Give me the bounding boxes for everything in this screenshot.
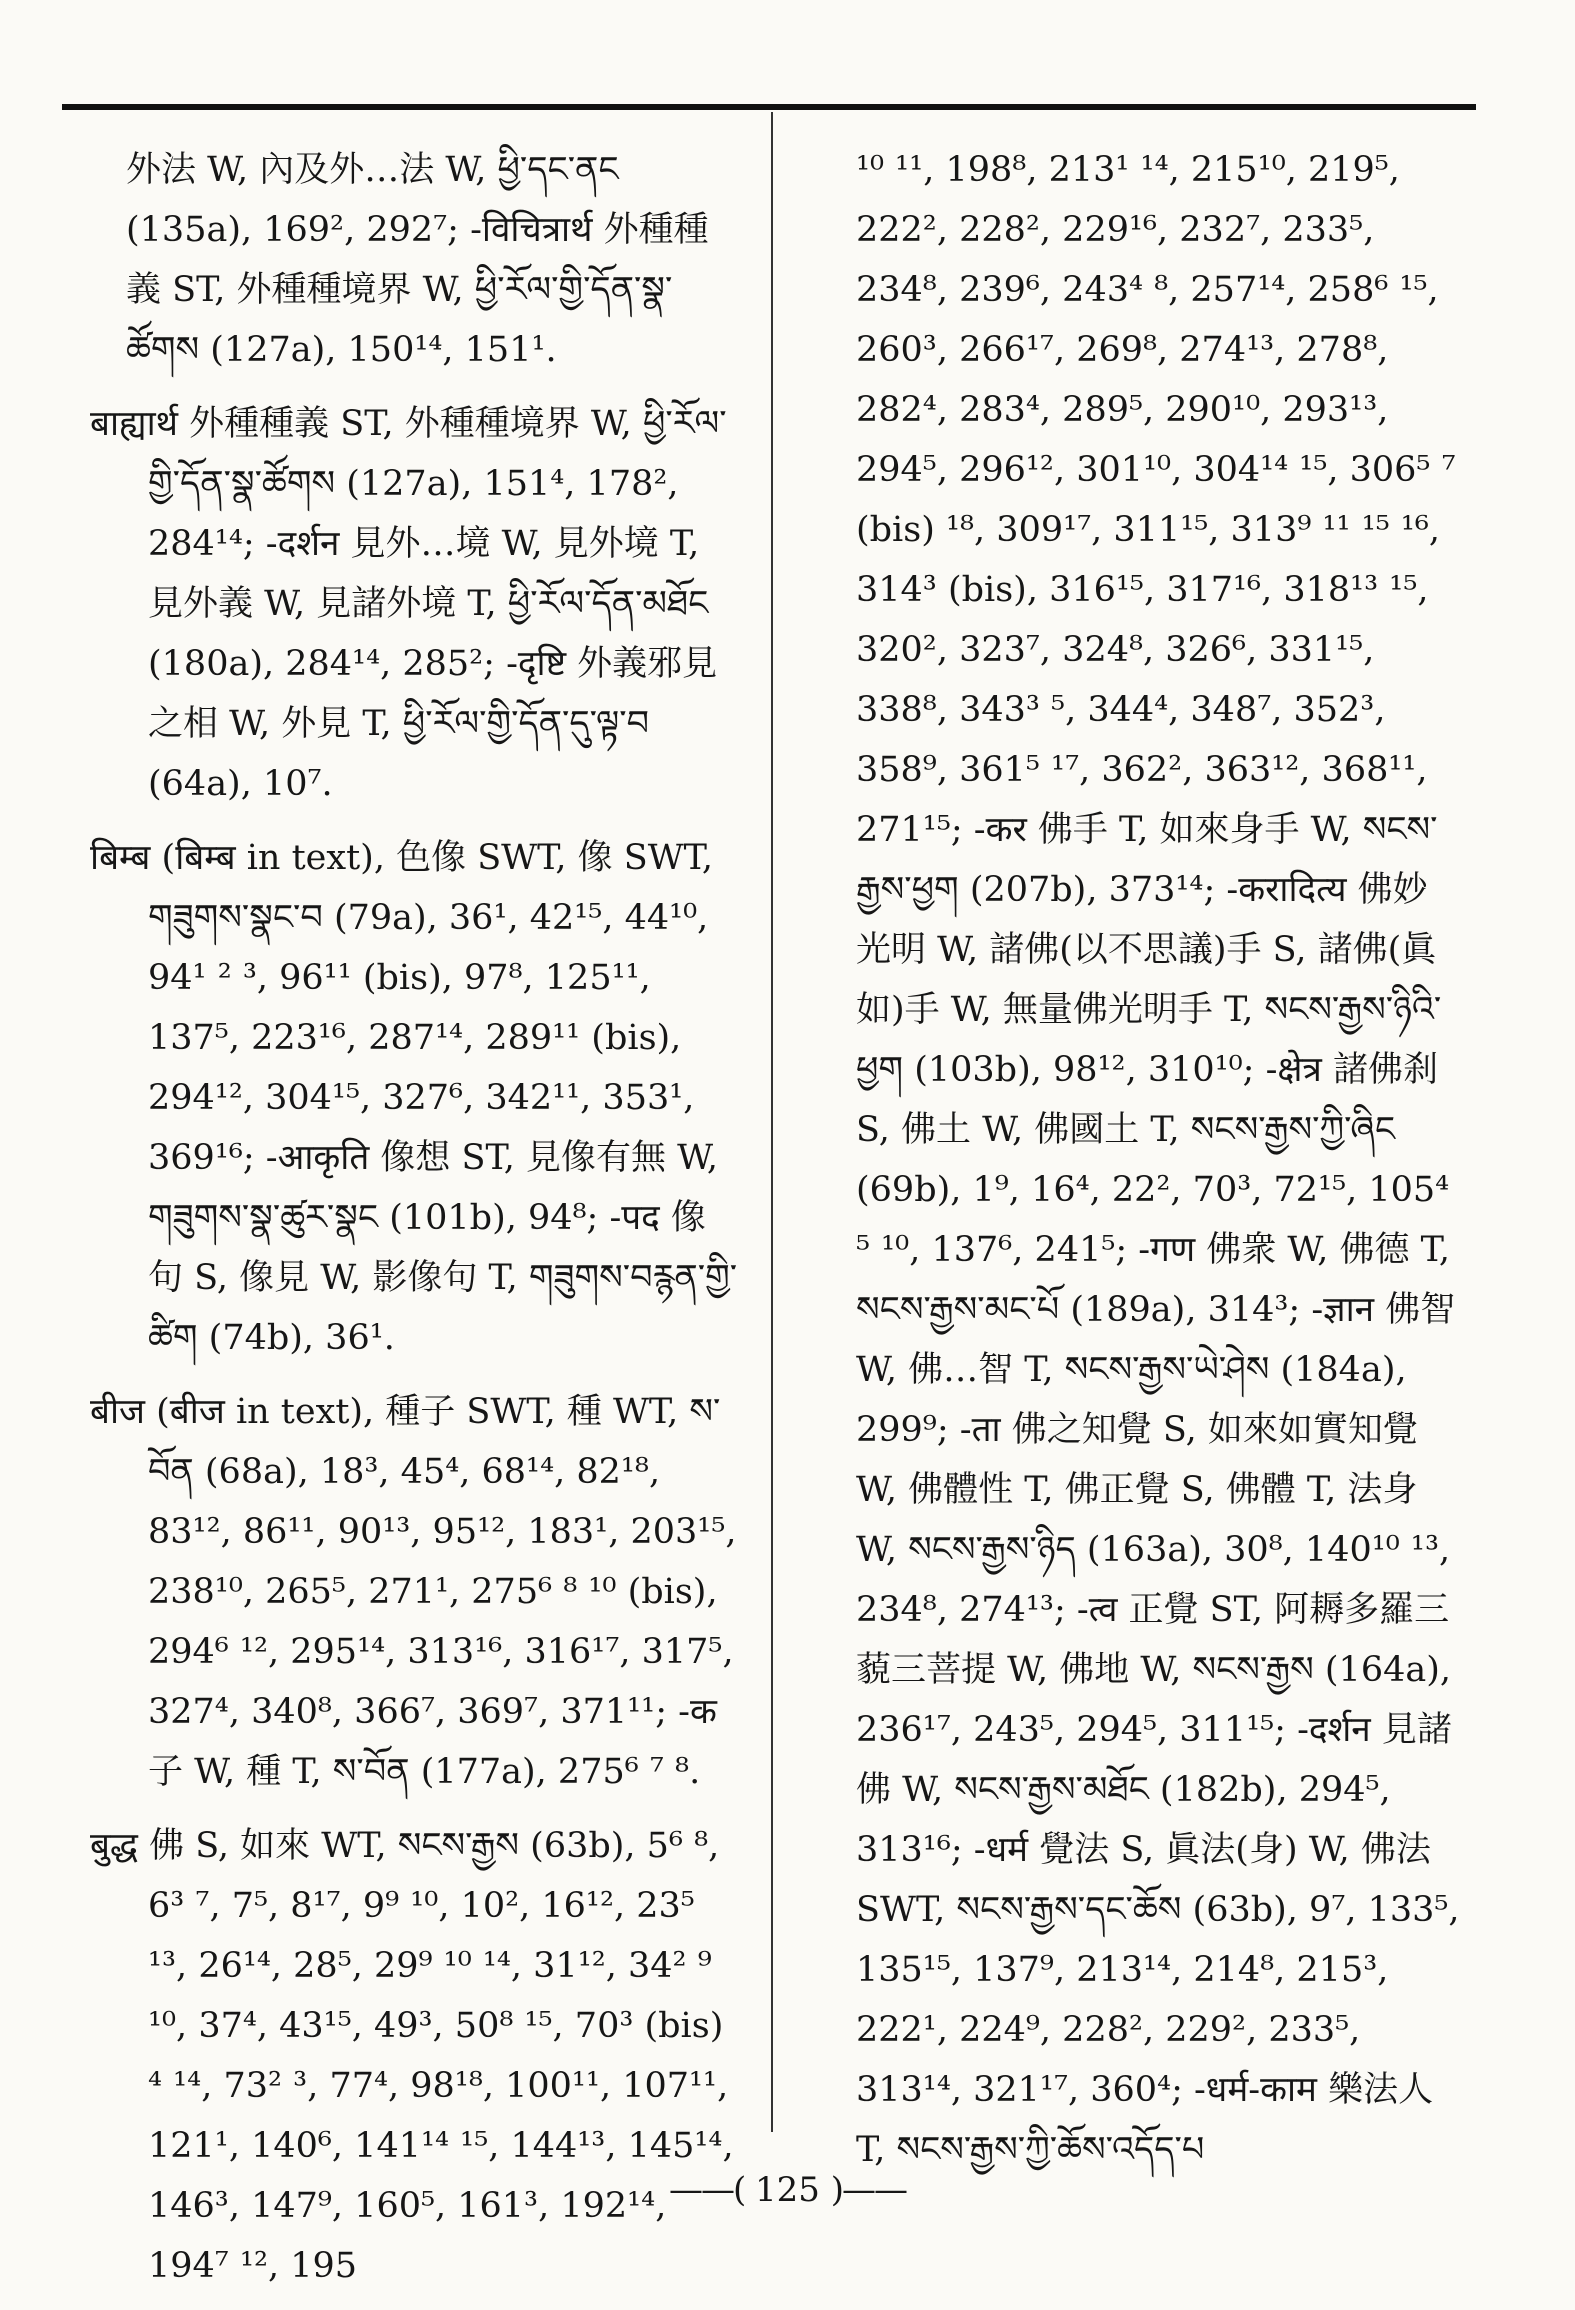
- page-number: 125: [755, 2170, 820, 2210]
- entry: ¹⁰ ¹¹, 198⁸, 213¹ ¹⁴, 215¹⁰, 219⁵, 222², 228², 229¹⁶, 232⁷, 233⁵, 234⁸, 239⁶, 243⁴ ⁸, 257¹⁴, 258⁶ ¹⁵, 260³, 266¹⁷, 269⁸, 274¹³, 278⁸, 282⁴, 283⁴, 289⁵, 290¹⁰, 293¹³, 294⁵, 296¹², 301¹⁰, 304¹⁴ ¹⁵, 306⁵ ⁷ (bis) ¹⁸, 309¹⁷, 311¹⁵, 313⁹ ¹¹ ¹⁵ ¹⁶, 314³ (bis), 316¹⁵, 317¹⁶, 318¹³ ¹⁵, 320², 323⁷, 324⁸, 326⁶, 331¹⁵, 338⁸, 343³ ⁵, 344⁴, 348⁷, 352³, 358⁹, 361⁵ ¹⁷, 362², 363¹², 368¹¹, 271¹⁵; -कर 佛手 T, 如來身手 W, སངས་རྒྱས་ཕྱག (207b), 373¹⁴; -करादित्य 佛妙光明 W, 諸佛(以不思議)手 S, 諸佛(眞如)手 W, 無量佛光明手 T, སངས་རྒྱས་ཉིའི་ཕྱག (103b), 98¹², 310¹⁰; -क्षेत्र 諸佛刹 S, 佛土 W, 佛國土 T, སངས་རྒྱས་ཀྱི་ཞིང (69b), 1⁹, 16⁴, 22², 70³, 72¹⁵, 105⁴ ⁵ ¹⁰, 137⁶, 241⁵; -गण 佛衆 W, 佛德 T, སངས་རྒྱས་མང་པོ (189a), 314³; -ज्ञान 佛智 W, 佛…智 T, སངས་རྒྱས་ཡེ་ཤེས (184a), 299⁹; -ता 佛之知覺 S, 如來如實知覺 W, 佛體性 T, 佛正覺 S, 佛體 T, 法身 W, སངས་རྒྱས་ཉིད (163a), 30⁸, 140¹⁰ ¹³, 234⁸, 274¹³; -त्व 正覺 ST, 阿耨多羅三藐三菩提 W, 佛地 W, སངས་རྒྱས (164a), 236¹⁷, 243⁵, 294⁵, 311¹⁵; -दर्शन 見諸佛 W, སངས་རྒྱས་མཐོང (182b), 294⁵, 313¹⁶; -धर्म 覺法 S, 眞法(身) W, 佛法 SWT, སངས་རྒྱས་དང་ཆོས (63b), 9⁷, 133⁵, 135¹⁵, 137⁹, 213¹⁴, 214⁸, 215³, 222¹, 224⁹, 228², 229², 233⁵, 313¹⁴, 321¹⁷, 360⁴; -धर्म-काम 樂法人 T, སངས་རྒྱས་ཀྱི་ཆོས་འདོད་པ: [856, 150, 1460, 2170]
- entry: बुद्ध 佛 S, 如來 WT, སངས་རྒྱས (63b), 5⁶ ⁸, 6³ ⁷, 7⁵, 8¹⁷, 9⁹ ¹⁰, 10², 16¹², 23⁵ ¹³, 26¹⁴, 28⁵, 29⁹ ¹⁰ ¹⁴, 31¹², 34² ⁹ ¹⁰, 37⁴, 43¹⁵, 49³, 50⁸ ¹⁵, 70³ (bis) ⁴ ¹⁴, 73² ³, 77⁴, 98¹⁸, 100¹¹, 107¹¹, 121¹, 140⁶, 141¹⁴ ¹⁵, 144¹³, 145¹⁴, 146³, 147⁹, 160⁵, 161³, 192¹⁴, 194⁷ ¹², 195: [90, 1826, 734, 2286]
- entry: बीज (बीज in text), 種子 SWT, 種 WT, ས་བོན (68a), 18³, 45⁴, 68¹⁴, 82¹⁸, 83¹², 86¹¹, 90¹³, 95¹², 183¹, 203¹⁵, 238¹⁰, 265⁵, 271¹, 275⁶ ⁸ ¹⁰ (bis), 294⁶ ¹², 295¹⁴, 313¹⁶, 316¹⁷, 317⁵, 327⁴, 340⁸, 366⁷, 369⁷, 371¹¹; -क 子 W, 種 T, ས་བོན (177a), 275⁶ ⁷ ⁸.: [90, 1392, 737, 1792]
- entry: बिम्ब (बिम्ब in text), 色像 SWT, 像 SWT, གཟུགས་སྣང་བ (79a), 36¹, 42¹⁵, 44¹⁰, 94¹ ² ³, 96¹¹ (bis), 97⁸, 125¹¹, 137⁵, 223¹⁶, 287¹⁴, 289¹¹ (bis), 294¹², 304¹⁵, 327⁶, 342¹¹, 353¹, 369¹⁶; -आकृति 像想 ST, 見像有無 W, གཟུགས་སྣ་ཚུར་སྣང (101b), 94⁸; -पद 像句 S, 像見 W, 影像句 T, གཟུགས་བརྙན་གྱི་ཚིག (74b), 36¹.: [90, 838, 738, 1358]
- page-footer: [0, 2170, 1575, 2210]
- entry: बाह्यार्थ 外種種義 ST, 外種種境界 W, ཕྱི་རོལ་གྱི་དོན་སྣ་ཚོགས (127a), 151⁴, 178², 284¹⁴; -दर्शन 見外…境 W, 見外境 T, 見外義 W, 見諸外境 T, ཕྱི་རོལ་དོན་མཐོང (180a), 284¹⁴, 285²; -दृष्टि 外義邪見之相 W, 外見 T, ཕྱི་རོལ་གྱི་དོན་དུ་ལྟ་བ (64a), 10⁷.: [90, 404, 727, 804]
- top-rule: [62, 104, 1476, 110]
- footer-dash-right: )——: [830, 2170, 907, 2210]
- footer-dash-left: ——(: [668, 2170, 745, 2210]
- right-column: [820, 140, 1460, 2194]
- column-divider: [771, 112, 773, 2132]
- entry: 外法 W, 內及外…法 W, ཕྱི་དང་ནང (135a), 169², 292⁷; -विचित्रार्थ 外種種義 ST, 外種種境界 W, ཕྱི་རོལ་གྱི་དོན་སྣ་ཚོགས (127a), 150¹⁴, 151¹.: [126, 150, 709, 370]
- left-column: [90, 140, 740, 2310]
